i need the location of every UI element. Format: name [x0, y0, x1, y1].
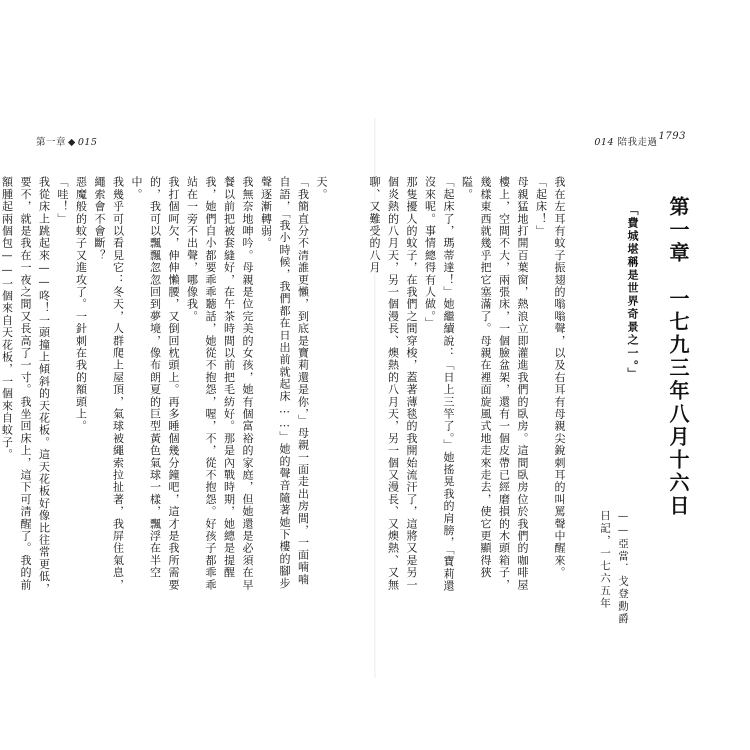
body-paragraph: 惡魔般的蚊子又進攻了。一針刺在我的額頭上。: [74, 176, 88, 433]
body-paragraph: 母親猛地打開百葉窗，熱浪立即灌進我們的臥房。這間臥房位於我們的咖啡屋樓上，空間不大，兩張床，一個臉盆架，還有一個皮帶已經磨損的木頭箱子，幾樣東西就幾乎把它塞滿了。母親在裡面旋風式地走來走去，使它更顯得狹隘。: [460, 176, 529, 591]
body-paragraph: 那隻擾人的蚊子，在我們之間穿梭，蓋著薄毯的我開始流汗了，這將又是另一個炎熱的八月天，另一個漫長、燠熱的八月天，另一個又漫長、又燠熱、又無聊、又難受的八月: [368, 176, 418, 591]
left-running-header: [36, 134, 97, 148]
body-paragraph: 我從床上跳起來——咚！一頭撞上傾斜的天花板。這天花板好像比往常更低，要不，就是我在一夜之間又長高了一寸。我坐回床上，這下可清醒了。我的前額腫起兩個包——一個來自天花板，一個來自蚊子。: [0, 176, 51, 595]
epigraph: 「費城堪稱是世界奇景之一。」: [626, 204, 639, 381]
body-paragraph: 「我簡直分不清誰更懶，到底是寶莉還是你，」母親一面走出房間，一面喃喃自語，「我小時候，我們都在日出前就起床……」她的聲音隨著她下樓的腳步聲逐漸轉弱。: [259, 176, 310, 590]
body-paragraph: 天。: [315, 176, 328, 201]
body-paragraph: 「起床！」: [534, 176, 548, 237]
year-stamp: 1793: [658, 131, 686, 142]
chapter-title: 第一章 一七九三年八月十六日: [666, 196, 690, 518]
epigraph-source: [596, 510, 632, 626]
right-header-text: 陪我走過: [617, 137, 658, 148]
body-paragraph: 「哇！」: [56, 176, 69, 225]
left-page-body: [0, 176, 330, 596]
body-paragraph: 我在左耳有蚊子振翅的嗡嗡聲，以及右耳有母親尖銳刺耳的叫罵聲中醒來。: [553, 176, 566, 579]
right-running-header: [594, 131, 686, 148]
body-paragraph: 我幾乎可以看見它：冬天，人群爬上屋頂，氣球被繩索拉扯著，我屏住氣息，繩索會不會斷？: [93, 176, 125, 591]
right-page-number: 014: [594, 137, 614, 148]
right-page-body: [368, 176, 568, 596]
diamond-icon: ◆: [68, 137, 76, 148]
left-page-number: 015: [77, 137, 98, 148]
body-paragraph: 我打個呵欠，伸伸懶腰，又倒回枕頭上。再多睡個幾分鐘吧，這才是我所需要的，我可以飄飄忽忽回到夢境，像布朗夏的巨型黃色氣球一樣，飄浮在半空中。: [130, 176, 180, 591]
left-header-text: 第一章: [36, 137, 67, 148]
epigraph-date: 日記，一七六五年: [599, 510, 611, 610]
body-paragraph: 「起床了，瑪蒂達！」她繼續說：「日上三竿了。」她搖晃我的肩膀，「寶莉還沒來呢。事情總得有人做。」: [423, 176, 455, 592]
epigraph-author: ——亞當．戈登勳爵: [617, 510, 629, 626]
body-paragraph: 我無奈地呻吟。母親是位完美的女孩，她有個富裕的家庭，但她還是必須在早餐以前把被套縫好，在午茶時間以前把毛紡好。那是內戰時期，她總是提醒我，她們自小都要乖乖聽話，她從不抱怨，喔，不，從不抱怨。好孩子都乖乖站在一旁不出聲，哪像我。: [185, 176, 254, 591]
